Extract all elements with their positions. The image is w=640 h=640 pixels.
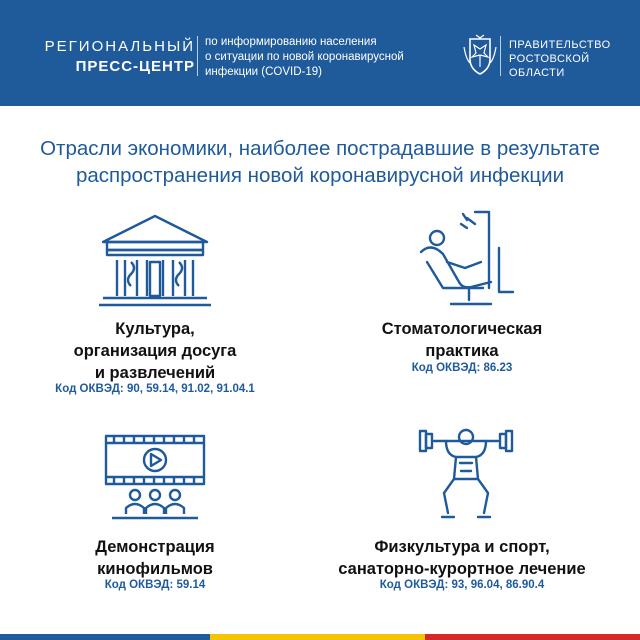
- brand-line-2: ПРЕСС-ЦЕНТР: [75, 58, 195, 75]
- sector-cinema-name: [40, 536, 270, 580]
- government-label: [509, 38, 611, 80]
- sector-culture-name: [40, 318, 270, 384]
- subtitle-line-2: о ситуации по новой коронавирусной: [205, 51, 404, 63]
- theater-building-icon: [95, 212, 215, 310]
- weightlifter-icon: [416, 425, 516, 525]
- page-title: [0, 135, 640, 189]
- sector-culture-line-3: и развлечений: [94, 364, 216, 382]
- subtitle-line-1: по информированию населения: [205, 36, 377, 48]
- sector-dental-line-1: Стоматологическая: [381, 320, 543, 338]
- sector-dental-line-2: практика: [425, 342, 499, 360]
- press-center-subtitle: [205, 35, 404, 80]
- brand-line-1: РЕГИОНАЛЬНЫЙ: [44, 38, 195, 55]
- sector-dental-code: Код ОКВЭД: 86.23: [411, 362, 513, 374]
- gov-line-3: ОБЛАСТИ: [509, 67, 565, 79]
- sector-dental-name: [352, 318, 572, 362]
- title-line-2: распространения новой коронавирусной инфекции: [75, 164, 565, 187]
- sector-cinema-line-1: Демонстрация: [95, 538, 215, 556]
- sector-cinema-code: Код ОКВЭД: 59.14: [104, 579, 206, 591]
- sector-cinema-line-2: кинофильмов: [97, 560, 213, 578]
- sector-sport-line-2: санаторно-курортное лечение: [338, 560, 586, 578]
- stripe-red: [425, 634, 640, 640]
- coat-of-arms-icon: [462, 33, 498, 77]
- sector-culture-code: Код ОКВЭД: 90, 59.14, 91.02, 91.04.1: [55, 383, 255, 395]
- header-divider: [197, 36, 198, 76]
- gov-line-2: РОСТОВСКОЙ: [509, 53, 590, 65]
- title-line-1: Отрасли экономики, наиболее пострадавшие в результате: [40, 137, 600, 160]
- cinema-screen-icon: [102, 432, 208, 522]
- press-center-brand: [45, 37, 195, 77]
- sector-culture-line-2: организация досуга: [73, 342, 237, 360]
- header-divider-2: [500, 36, 501, 76]
- sector-sport-name: [322, 536, 602, 580]
- sector-sport-code: Код ОКВЭД: 93, 96.04, 86.90.4: [379, 579, 545, 591]
- sector-sport-line-1: Физкультура и спорт,: [374, 538, 550, 556]
- gov-line-1: ПРАВИТЕЛЬСТВО: [509, 39, 611, 51]
- stripe-yellow: [210, 634, 425, 640]
- stripe-blue: [0, 634, 210, 640]
- flag-stripe: [0, 634, 640, 640]
- header-banner: [0, 0, 640, 106]
- dental-chair-icon: [413, 208, 523, 312]
- subtitle-line-3: инфекции (COVID-19): [205, 66, 322, 78]
- sector-culture-line-1: Культура,: [115, 320, 195, 338]
